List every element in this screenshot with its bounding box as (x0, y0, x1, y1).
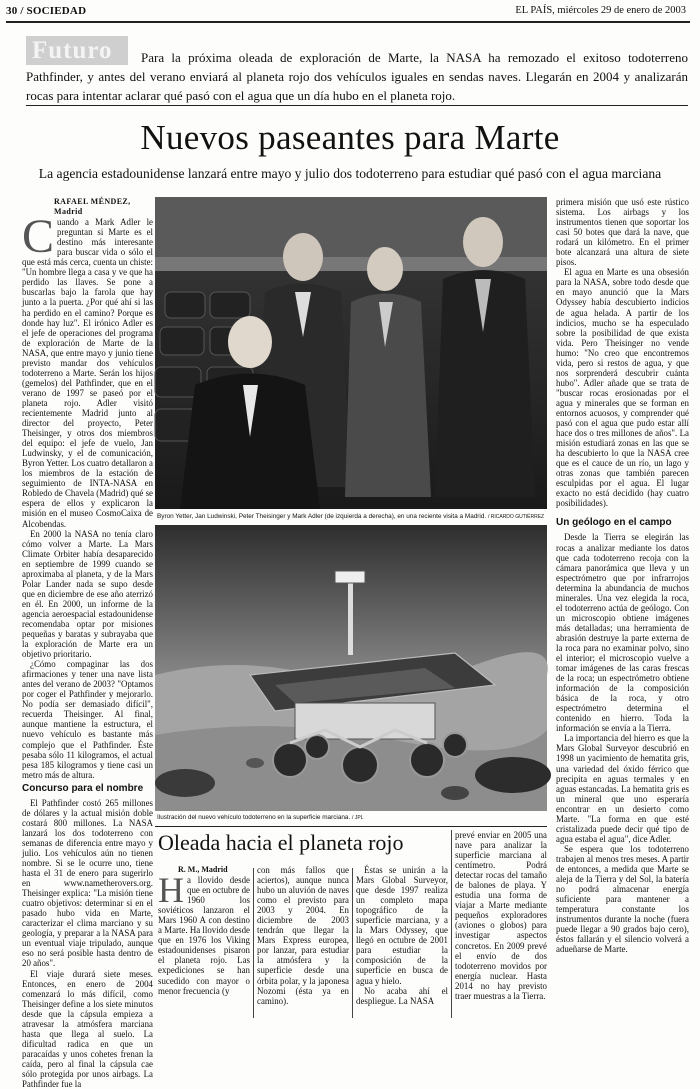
rover-illustration (155, 525, 547, 811)
caption-text: Ilustración del nuevo vehículo todoterreno en la superficie marciana. (157, 814, 351, 821)
photo-caption-2 (157, 814, 549, 822)
subhead-geologo: Un geólogo en el campo (556, 517, 672, 529)
article-column-1 (22, 197, 153, 1089)
sidebar-column-4 (455, 830, 547, 1023)
subhead-concurso: Concurso para el nombre (22, 782, 144, 794)
paragraph: Éstas se unirán a la Mars Global Surveyor, que desde 1997 realiza un completo mapa topográfico de la superficie marciana, y a la Mars Odyssey, que llegó en octubre de 2001 para estudiar la composición de la superficie en busca de agua y hielo. (356, 865, 448, 986)
caption-text: Byron Yetter, Jan Ludwinski, Peter Theisinger y Mark Adler (de izquierda a derecha), en una reciente visita a Madrid. (157, 513, 487, 520)
lead-paragraph: Cuando a Mark Adler le preguntan si Marte es el destino más interesante para buscar vida o sólo el que está más cerca, cuenta un chiste: "Un hombre llega a casa y ve que ha perdido las llaves. Se pone a buscarlas bajo la farola que hay junto a la puerta. ¿Por qué ahí si las ha perdido en el camino? Porque es donde hay luz". El irónico Adler es el jefe de operaciones del programa de exploración de Marte de la NASA, que entre mayo y junio tiene previsto mandar dos vehículos todoterreno a Marte. Serán los hijos (gemelos) del Pathfinder, que en el verano de 1997 se paseó por el planeta rojo. Adler visitó recientemente Madrid junto al director del proyecto, Peter Theisinger, y otros dos miembros del equipo: el jefe de vuelo, Jan Ludwinsky, y el de comunicación, Byron Yetter. Los cuatro detallaron a los miembros de la estación de seguimiento de INTA-NASA en Robledo de Chavela (Madrid) qué se espera de ellos y explicaron la misión en el museo CosmoCaixa de Alcobendas. (22, 210, 153, 529)
paragraph: Desde la Tierra se elegirán las rocas a analizar mediante los datos que cada todoterreno recoja con la cámara panorámica que lleva y un espectrómetro que por infrarrojos determina la abundancia de muchos minerales. Una vez elegida la roca, el todoterreno actúa de geólogo. Con un microscopio obtiene imágenes más detalladas; una herramienta de abrasión destruye la parte externa de la roca para no examinar polvo, sino el interior; el microscopio vuelve a tomar imágenes de las caras frescas de la roca; un espectrómetro obtiene información de la composición básica de la roca, y otro espectrómetro determina el contenido en hierro. Toda la información se envía a la Tierra. (556, 532, 689, 734)
byline: RAFAEL MÉNDEZ, Madrid (54, 197, 131, 217)
paragraph: La importancia del hierro es que la Mars Global Surveyor descubrió en 1998 un yacimiento de hematita gris, una variedad del óxido férrico que precipita en aguas termales y en aguas estancadas. La hematita gris es un mineral que uno esperaría encontrar en un desierto como Marte. "La forma en que esté cristalizada puede decir qué tipo de agua estaba el agua", dice Adler. (556, 733, 689, 844)
paragraph: No acaba ahí el despliegue. La NASA (356, 985, 448, 1006)
sidebar-divider (352, 868, 353, 1018)
paragraph: El viaje durará siete meses. Entonces, en enero de 2004 comenzará lo más difícil, como Theisinger define a los siete minutos desde que la cápsula empieza a atravesar la atmósfera marciana hasta que llega al suelo. La dificultad radica en que un paracaídas y unos cohetes frenan la caída, pero al final la cápsula cae sólo protegida por unos airbags. La Pathfinder fue la (22, 968, 153, 1089)
sidebar-headline: Oleada hacia el planeta rojo (158, 830, 404, 855)
dropcap: C (22, 210, 55, 264)
subheadline: La agencia estadounidense lanzará entre mayo y julio dos todoterreno para estudiar qué pasó con el agua marciana (38, 166, 662, 181)
paragraph: El agua en Marte es una obsesión para la NASA, sobre todo desde que en mayo anunció que la Mars Odyssey había descubierto indicios de agua helada. A partir de los indicios, mucho se ha especulado sobre la posibilidad de que exista vida. Pero Theisinger no vende humo: "No creo que encontremos vida, pero si restos de agua, y que nos sorprenderá descubrir cuánta hubo". Adler añade que se trata de "buscar rocas erosionadas por el agua y minerales que se forman en entornos acuosos, y comprender qué pasó con el agua que pudo estar allí hace dos o tres millones de años". La misión estudiará zonas en las que se ha descubierto lo que la NASA cree que es el cauce de un río, un lago y otras zonas que también parecen esculpidas por el agua. El lugar exacto no está decidido (hay cuatro posibilidades). (556, 267, 689, 509)
sidebar-divider (451, 830, 452, 1018)
paragraph: con más fallos que aciertos), aunque nunca hubo un aluvión de naves como el previsto para 2003 y 2004. En diciembre de 2003 tendrán que llegar la Mars Express europea, por lanzar, para estudiar la atmósfera y la superficie desde una órbita polar, y la japonesa Nozomi (ésta ya en camino). (257, 865, 349, 1006)
photo-credit: / RICARDO GUTIÉRREZ (487, 514, 545, 520)
sidebar-dropcap: H (158, 870, 184, 911)
article-column-3 (556, 197, 689, 1023)
masthead-date: EL PAÍS, miércoles 29 de enero de 2003 (515, 5, 686, 16)
headline: Nuevos paseantes para Marte (140, 118, 560, 157)
sidebar-top-rule (155, 826, 547, 827)
sidebar-lead: Ha llovido desde que en octubre de 1960 los soviéticos lanzaron el Mars 1960 A con destino a Marte. Ha llovido desde que en 1976 los Viking estadounidenses pisaron el planeta rojo. Las expediciones se han sucedido con mayor o menor frecuencia (y (158, 870, 250, 996)
paragraph: ¿Cómo compaginar las dos afirmaciones y tener una nave lista antes del verano de 2003? "Optamos por coger el Pathfinder y mejorarlo. No podía ser demasiado difícil", recuerda Theisinger. Al final, aunque mantiene la estructura, el nuevo vehículo es bastante más complejo que el Pathfinder. Éste pesaba sólo 11 kilogramos, el actual pesa 185 kilogramos y tiene casi un metro más de altura. (22, 659, 153, 780)
teaser-body: Para la próxima oleada de exploración de Marte, la NASA ha remozado el exitoso todoterreno Pathfinder, y antes del verano enviará al planeta rojo dos vehículos iguales en sendas naves. Llegarán en 2004 y analizarán rocas para intentar aclarar qué pasó con el agua que un día hubo en el planeta rojo. (26, 50, 688, 103)
teaser-rule (26, 105, 688, 106)
paragraph: El Pathfinder costó 265 millones de dólares y la actual misión doble costará 800 millones. La NASA lanzará los dos todoterreno con semanas de diferencia entre mayo y julio. Los vehículos aún no tienen nombre. Si se le ocurre uno, tiene hasta el 31 de enero para sugerirlo en www.nametherovers.org. Theisinger explica: "La misión tiene cuatro objetivos: determinar si en el pasado hubo vida en Marte, caracterizar el clima marciano y su geología, y preparar a la NASA para un eventual viaje tripulado, aunque eso no será posible hasta dentro de 20 años". (22, 797, 153, 969)
paragraph: Se espera que los todoterreno trabajen al menos tres meses. A partir de entonces, a medida que Marte se aleja de la Tierra y del Sol, la batería no podrá almacenar energía suficiente para mantener a temperatura constante los instrumentos durante la noche (fuera puede llegar a 90 grados bajo cero), éstos fallarán y el silencio volverá a adueñarse de Marte. (556, 843, 689, 955)
photo-credit: / JPL (352, 815, 364, 821)
paragraph: En 2000 la NASA no tenía claro cómo volver a Marte. La Mars Climate Orbiter había desaparecido en septiembre de 1999 cuando se aproximaba al planeta, y de la Mars Polar Lander nada se supo desde que en diciembre de ese año aterrizó en él. En 2000, un informe de la agencia aeroespacial estadounidense recomendaba optar por misiones pequeñas y baratas y subrayaba que la exploración de Marte era un objetivo prioritario. (22, 528, 153, 660)
paragraph: primera misión que usó este rústico sistema. Los airbags y los instrumentos tienen que soportar los casi 50 botes que dará la nave, que rodará un kilómetro. En el primer bote alcanzará una altura de siete pisos. (556, 197, 689, 268)
sidebar-byline: R. M., Madrid (178, 865, 228, 874)
team-photo (155, 197, 547, 509)
sidebar-column-1 (158, 865, 250, 1023)
header-rule (6, 21, 690, 23)
teaser-text (26, 48, 688, 105)
photo-caption-1 (157, 513, 549, 521)
teaser-label: Futuro (26, 36, 128, 65)
sidebar-divider (253, 868, 254, 1018)
sidebar-column-3 (356, 865, 448, 1023)
section-label: 30 / SOCIEDAD (6, 5, 87, 17)
sidebar-column-2 (257, 865, 349, 1023)
paragraph: prevé enviar en 2005 una nave para analizar la superficie marciana al centímetro. Podrá detectar rocas del tamaño de balones de playa. Y estudia una forma de viajar a Marte mediante pequeños exploradores (aviones o globos) para investigar aspectos concretos. En 2009 prevé el envío de dos todoterreno movidos por energía nuclear. Hasta 2014 no hay previsto traer muestras a la Tierra. (455, 830, 547, 1001)
